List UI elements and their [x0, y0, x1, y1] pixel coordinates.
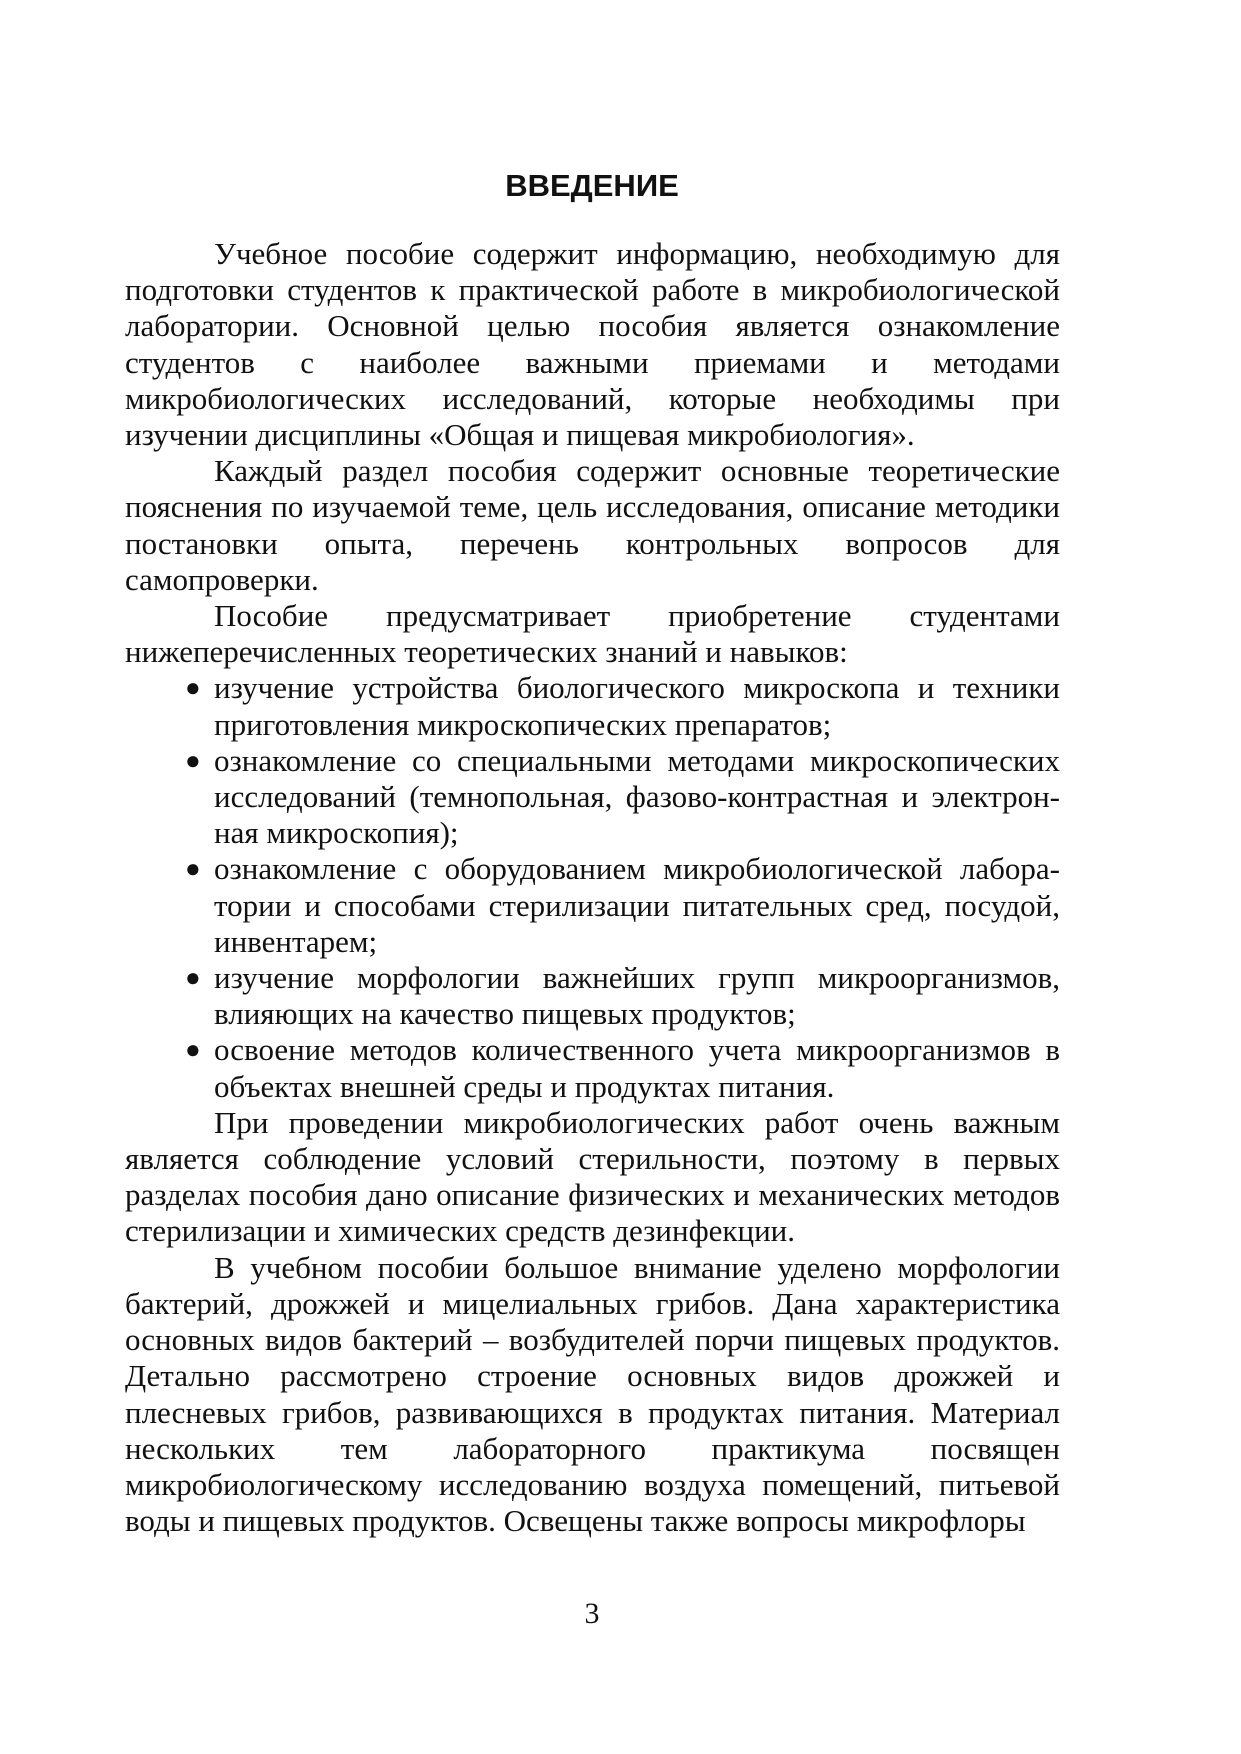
list-item [125, 960, 1060, 1032]
bullet-icon: ● [185, 854, 201, 884]
bullet-icon: ● [185, 673, 201, 703]
list-item-text: ознакомление с оборудованием микробиологической лабора-тории и способами стерилизации питательных сред, посудой, инвентарем; [214, 851, 1060, 959]
bullet-icon: ● [185, 745, 201, 775]
list-item [125, 1032, 1060, 1104]
paragraph-sterility: При проведении микробиологических работ очень важным является соблюдение условий стерильности, поэтому в первых разделах пособия дано описание физических и механических методов стерилизации и химических средств дезинфекции. [125, 1104, 1060, 1249]
paragraph-sections: Каждый раздел пособия содержит основные теоретические пояснения по изучаемой теме, цель исследования, описание методики постановки опыта, перечень контрольных вопросов для самопроверки. [125, 453, 1060, 597]
list-item [125, 743, 1060, 852]
list-item-text: изучение морфологии важнейших групп микроорганизмов, влияющих на качество пищевых продуктов; [214, 960, 1060, 1032]
paragraph-morphology: В учебном пособии большое внимание уделено морфологии бактерий, дрожжей и мицелиальных грибов. Дана характеристика основных видов бактерий – возбудителей порчи пищевых продуктов. Детально рассмотрено строение основных видов дрожжей и плесневых грибов, развивающихся в продуктах питания. Материал нескольких тем лабораторного практикума посвящен микробиологическому исследованию воздуха помещений, питьевой воды и пищевых продуктов. Освещены также вопросы микрофлоры [125, 1249, 1060, 1539]
list-item-text: изучение устройства биологического микроскопа и техники приготовления микроскопических препаратов; [214, 670, 1060, 742]
list-item [125, 851, 1060, 960]
paragraph-intro: Учебное пособие содержит информацию, необходимую для подготовки студентов к практической работе в микробиологической лаборатории. Основной целью пособия является ознакомление студентов с наиболее важными приемами и методами микробиологических исследований, которые необходимы при изучении дисциплины «Общая и пищевая микробиология». [125, 236, 1060, 453]
list-item-text: ознакомление со специальными методами микроскопических исследований (темнопольная, фазово-контрастная и электрон-ная микроскопия); [214, 742, 1060, 851]
list-item-text: освоение методов количественного учета микроорганизмов в объектах внешней среды и продуктах питания. [214, 1032, 1060, 1104]
page-title: ВВЕДЕНИЕ [505, 168, 679, 203]
body-text [125, 236, 1060, 1539]
skills-list [125, 670, 1060, 1104]
bullet-icon: ● [185, 1035, 201, 1065]
list-item [125, 670, 1060, 742]
bullet-icon: ● [185, 963, 201, 993]
page-number: 3 [584, 1597, 600, 1630]
paragraph-skills-lead: Пособие предусматривает приобретение студентами нижеперечисленных теоретических знаний и навыков: [125, 598, 1060, 670]
